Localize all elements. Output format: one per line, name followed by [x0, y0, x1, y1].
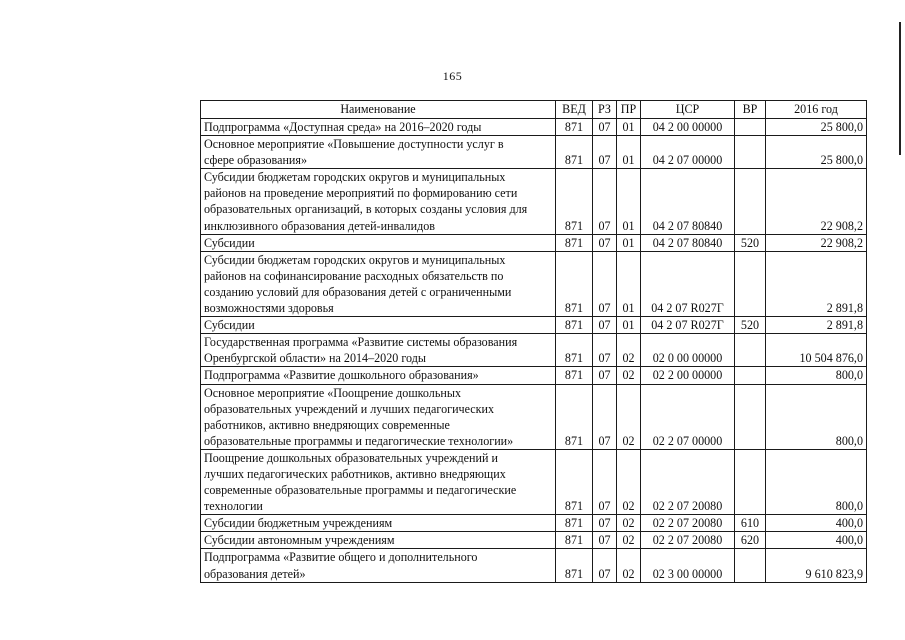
row-rz: 07 [593, 549, 617, 582]
row-csr: 04 2 07 R027Г [641, 251, 735, 316]
row-vr: 610 [735, 515, 766, 532]
row-pr: 02 [617, 367, 641, 384]
row-amount: 800,0 [766, 449, 867, 514]
row-name [201, 449, 556, 514]
row-pr: 01 [617, 136, 641, 169]
row-vr [735, 136, 766, 169]
row-name [201, 367, 556, 384]
row-ved: 871 [556, 367, 593, 384]
row-name-text: Подпрограмма «Развитие дошкольного образования» [204, 368, 479, 383]
row-amount: 25 800,0 [766, 136, 867, 169]
header-csr: ЦСР [641, 101, 735, 119]
row-name-text: Подпрограмма «Доступная среда» на 2016–2020 годы [204, 120, 482, 134]
row-csr: 02 2 00 00000 [641, 367, 735, 384]
row-ved: 871 [556, 136, 593, 169]
row-name [201, 234, 556, 251]
row-name [201, 384, 556, 449]
row-amount: 800,0 [766, 384, 867, 449]
row-vr [735, 169, 766, 234]
row-csr: 02 3 00 00000 [641, 549, 735, 582]
row-rz: 07 [593, 251, 617, 316]
table-row [201, 169, 867, 234]
row-amount: 9 610 823,9 [766, 549, 867, 582]
row-rz: 07 [593, 234, 617, 251]
row-amount: 2 891,8 [766, 251, 867, 316]
row-ved: 871 [556, 532, 593, 549]
row-amount: 2 891,8 [766, 317, 867, 334]
row-name [201, 136, 556, 169]
row-name-text: Субсидии бюджетам городских округов и муниципальных районов на проведение мероприятий по формированию сети образовательных организаций, в которых созданы условия для инклюзивного образования детей-инвалидов [204, 170, 528, 233]
row-amount: 22 908,2 [766, 169, 867, 234]
row-csr: 04 2 07 80840 [641, 234, 735, 251]
row-csr: 02 2 07 20080 [641, 532, 735, 549]
row-pr: 01 [617, 119, 641, 136]
table-row [201, 334, 867, 367]
table-header-row [201, 101, 867, 119]
table-row [201, 136, 867, 169]
row-csr: 04 2 07 00000 [641, 136, 735, 169]
row-ved: 871 [556, 549, 593, 582]
row-name-text: Основное мероприятие «Поощрение дошкольных образовательных учреждений и лучших педагогических работников, активно внедряющих современные образовательные программы и педагогические технологии» [204, 385, 514, 448]
row-amount: 400,0 [766, 515, 867, 532]
row-name [201, 119, 556, 136]
row-ved: 871 [556, 384, 593, 449]
row-vr [735, 119, 766, 136]
table-row [201, 515, 867, 532]
row-amount: 22 908,2 [766, 234, 867, 251]
row-ved: 871 [556, 119, 593, 136]
row-csr: 02 0 00 00000 [641, 334, 735, 367]
row-ved: 871 [556, 515, 593, 532]
row-amount: 400,0 [766, 532, 867, 549]
row-csr: 04 2 07 R027Г [641, 317, 735, 334]
row-csr: 04 2 00 00000 [641, 119, 735, 136]
row-rz: 07 [593, 367, 617, 384]
row-amount: 25 800,0 [766, 119, 867, 136]
row-ved: 871 [556, 334, 593, 367]
row-name [201, 532, 556, 549]
row-ved: 871 [556, 169, 593, 234]
row-pr: 02 [617, 334, 641, 367]
table-row [201, 367, 867, 384]
row-name-text: Подпрограмма «Развитие общего и дополнительного образования детей» [204, 550, 478, 581]
header-year: 2016 год [766, 101, 867, 119]
table-row [201, 449, 867, 514]
row-pr: 01 [617, 169, 641, 234]
row-csr: 04 2 07 80840 [641, 169, 735, 234]
row-pr: 02 [617, 449, 641, 514]
row-rz: 07 [593, 136, 617, 169]
row-rz: 07 [593, 119, 617, 136]
row-vr [735, 549, 766, 582]
row-ved: 871 [556, 317, 593, 334]
row-name-text: Субсидии [204, 235, 255, 250]
row-csr: 02 2 07 20080 [641, 515, 735, 532]
table-row [201, 251, 867, 316]
row-vr [735, 334, 766, 367]
row-vr: 520 [735, 234, 766, 251]
row-name-text: Субсидии [204, 318, 255, 333]
table-row [201, 384, 867, 449]
page-number: 165 [442, 69, 463, 83]
row-rz: 07 [593, 169, 617, 234]
row-amount: 800,0 [766, 367, 867, 384]
row-pr: 02 [617, 549, 641, 582]
row-vr: 620 [735, 532, 766, 549]
row-pr: 02 [617, 532, 641, 549]
row-name [201, 515, 556, 532]
row-name-text: Субсидии бюджетным учреждениям [204, 516, 393, 531]
row-vr [735, 251, 766, 316]
row-name [201, 334, 556, 367]
row-ved: 871 [556, 234, 593, 251]
row-name-text: Основное мероприятие «Повышение доступности услуг в сфере образования» [204, 137, 504, 168]
row-name [201, 549, 556, 582]
row-pr: 01 [617, 251, 641, 316]
row-name-text: Государственная программа «Развитие системы образования Оренбургской области» на 2014–2020 годы [204, 335, 518, 366]
row-pr: 02 [617, 515, 641, 532]
row-pr: 01 [617, 317, 641, 334]
row-name-text: Поощрение дошкольных образовательных учреждений и лучших педагогических работников, активно внедряющих современные образовательные программы и педагогические технологии [204, 450, 517, 514]
row-name [201, 317, 556, 334]
row-vr: 520 [735, 317, 766, 334]
row-name-text: Субсидии бюджетам городских округов и муниципальных районов на софинансирование расходных обязательств по созданию условий для образования детей с ограниченными возможностями здоровья [204, 252, 512, 316]
header-name: Наименование [201, 101, 556, 119]
row-rz: 07 [593, 317, 617, 334]
row-csr: 02 2 07 20080 [641, 449, 735, 514]
header-vr: ВР [735, 101, 766, 119]
scan-edge-mark [899, 22, 901, 155]
budget-table [200, 100, 867, 583]
row-ved: 871 [556, 251, 593, 316]
table-row [201, 317, 867, 334]
row-ved: 871 [556, 449, 593, 514]
row-name [201, 169, 556, 234]
header-rz: РЗ [593, 101, 617, 119]
table-row [201, 234, 867, 251]
table-row [201, 532, 867, 549]
table-body [201, 119, 867, 583]
row-rz: 07 [593, 515, 617, 532]
row-pr: 01 [617, 234, 641, 251]
row-pr: 02 [617, 384, 641, 449]
header-pr: ПР [617, 101, 641, 119]
header-ved: ВЕД [556, 101, 593, 119]
row-vr [735, 449, 766, 514]
table-row [201, 119, 867, 136]
row-rz: 07 [593, 334, 617, 367]
row-name [201, 251, 556, 316]
row-rz: 07 [593, 384, 617, 449]
row-vr [735, 384, 766, 449]
row-csr: 02 2 07 00000 [641, 384, 735, 449]
row-vr [735, 367, 766, 384]
row-name-text: Субсидии автономным учреждениям [204, 533, 395, 548]
table-row [201, 549, 867, 582]
row-rz: 07 [593, 449, 617, 514]
row-amount: 10 504 876,0 [766, 334, 867, 367]
row-rz: 07 [593, 532, 617, 549]
